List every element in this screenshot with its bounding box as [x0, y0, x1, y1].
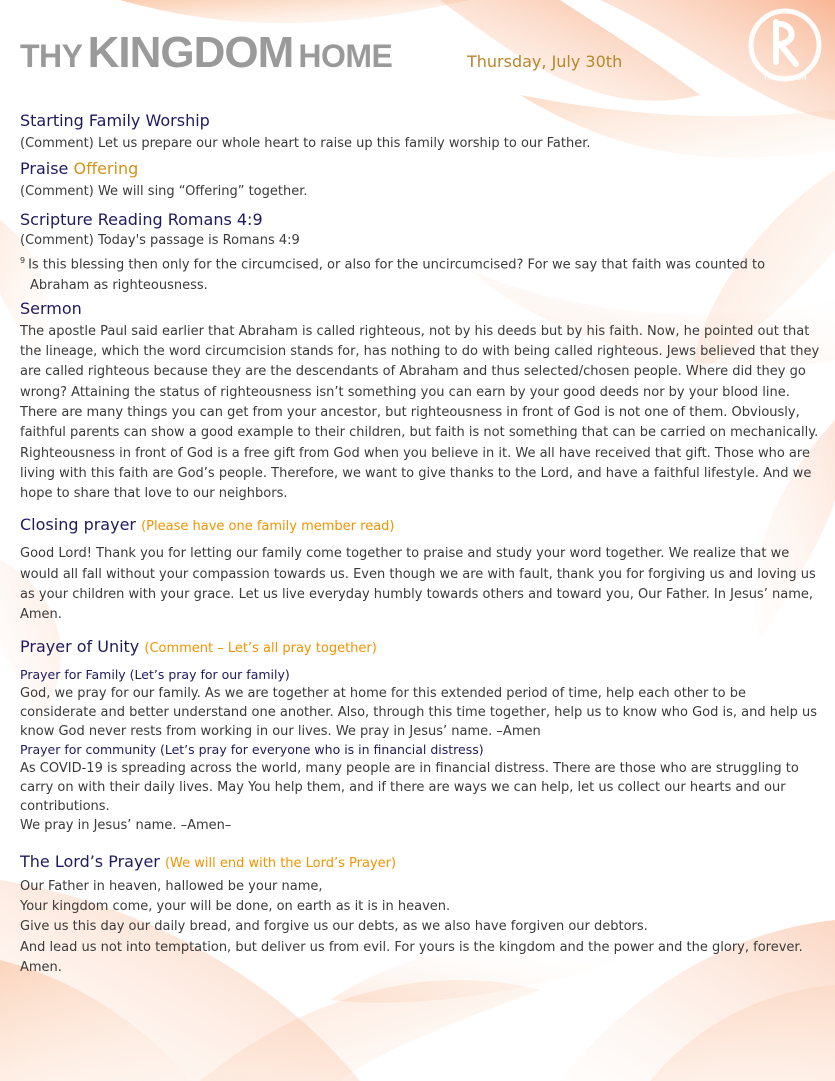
praise-title-accent: Offering: [73, 159, 139, 179]
brand-home: HOME: [298, 38, 393, 74]
closing-subtitle: (Please have one family member read): [141, 519, 395, 535]
content: [20, 110, 820, 978]
verse-line-2: Abraham as righteousness.: [30, 277, 208, 293]
lords-prayer-line-2: Your kingdom come, your will be done, on earth as it is in heaven.: [20, 898, 451, 914]
community-prayer-body: As COVID-19 is spreading across the world, many people are in financial distress. There are those who are struggling to carry on with their daily lives. May You help them, and if there are ways we can help, let us collect our hearts and our contributions.: [20, 760, 799, 814]
masthead: [20, 28, 392, 78]
logo-text: THY KINGDOM: [763, 75, 807, 82]
family-prayer-body: God, we pray for our family. As we are together at home for this extended period of time, help each other to be considerate and better understand one another. Also, through this time together, help us to know who God is, and help us know God never rests from working in our lives. We pray in Jesus’ name. –Amen: [20, 685, 817, 739]
community-prayer-heading: Prayer for community (Let’s pray for everyone who is in financial distress): [20, 741, 484, 757]
family-prayer-heading: Prayer for Family (Let’s pray for our family): [20, 666, 290, 682]
lords-prayer-text: [20, 877, 820, 978]
praise-comment: (Comment) We will sing “Offering” together.: [20, 184, 308, 200]
scripture-comment: (Comment) Today's passage is Romans 4:9: [20, 232, 300, 248]
worship-date: Thursday, July 30th: [467, 52, 623, 71]
sermon-body: The apostle Paul said earlier that Abraham is called righteous, not by his deeds but by his faith. Now, he pointed out that the lineage, which the word circumcision stands for, has nothing to do with being called righteous. Jews believed that they are called righteous because they are the descendants of Abraham and thus selected/chosen people. Where did they go wrong? Attaining the status of righteousness isn’t something you can earn by your good deeds nor by your blood line. There are many things you can get from your ancestor, but righteousness in front of God is not one of them. Obviously, faithful parents can show a good example to their children, but faith is not something that can be carried on mechanically. Righteousness in front of God is a free gift from God when you believe in it. We all have received that gift. Those who are living with this faith are God’s people. Therefore, we want to give thanks to the Lord, and have a faithful lifestyle. And we hope to share that love to our neighbors.: [20, 323, 820, 502]
brand-kingdom: KINGDOM: [87, 28, 294, 77]
verse-line-1: Is this blessing then only for the circumcised, or also for the uncircumcised? For we say that faith was counted to: [28, 257, 766, 273]
unity-block: [20, 666, 820, 835]
lords-prayer-line-4: And lead us not into temptation, but deliver us from evil. For yours is the kingdom and the power and the glory, forever. Amen.: [20, 939, 803, 975]
praise-title: [20, 158, 820, 180]
community-prayer-close: We pray in Jesus’ name. –Amen–: [20, 817, 232, 833]
sermon-title: Sermon: [20, 298, 82, 318]
closing-title: [20, 514, 820, 538]
unity-subtitle: (Comment – Let’s all pray together): [144, 640, 377, 656]
scripture-verse: [20, 251, 820, 276]
praise-title-prefix: Praise: [20, 159, 74, 179]
closing-body: Good Lord! Thank you for letting our family come together to praise and study your word together. We realize that we would all fall without your compassion towards us. Even though we are with fault, thank you for forgiving us and loving us as your children with your grace. Let us live everyday humbly towards others and toward you, Our Father. In Jesus’ name, Amen.: [20, 546, 816, 623]
lords-prayer-line-3: Give us this day our daily bread, and forgive us our debts, as we also have forgiven our debtors.: [20, 919, 648, 935]
starting-title: Starting Family Worship: [20, 111, 210, 130]
lords-prayer-title: [20, 851, 820, 875]
closing-title-text: Closing prayer: [20, 515, 136, 535]
starting-comment: (Comment) Let us prepare our whole heart to raise up this family worship to our Father.: [20, 136, 591, 151]
lords-prayer-title-text: The Lord’s Prayer: [20, 851, 160, 871]
lords-prayer-line-1: Our Father in heaven, hallowed be your name,: [20, 878, 323, 894]
unity-title: [20, 636, 820, 660]
lords-prayer-subtitle: (We will end with the Lord’s Prayer): [164, 855, 397, 871]
unity-title-text: Prayer of Unity: [20, 636, 140, 656]
scripture-title: Scripture Reading Romans 4:9: [20, 209, 263, 229]
verse-number: 9: [20, 255, 26, 265]
thy-kingdom-logo: [746, 6, 824, 84]
brand-thy: THY: [20, 38, 83, 74]
